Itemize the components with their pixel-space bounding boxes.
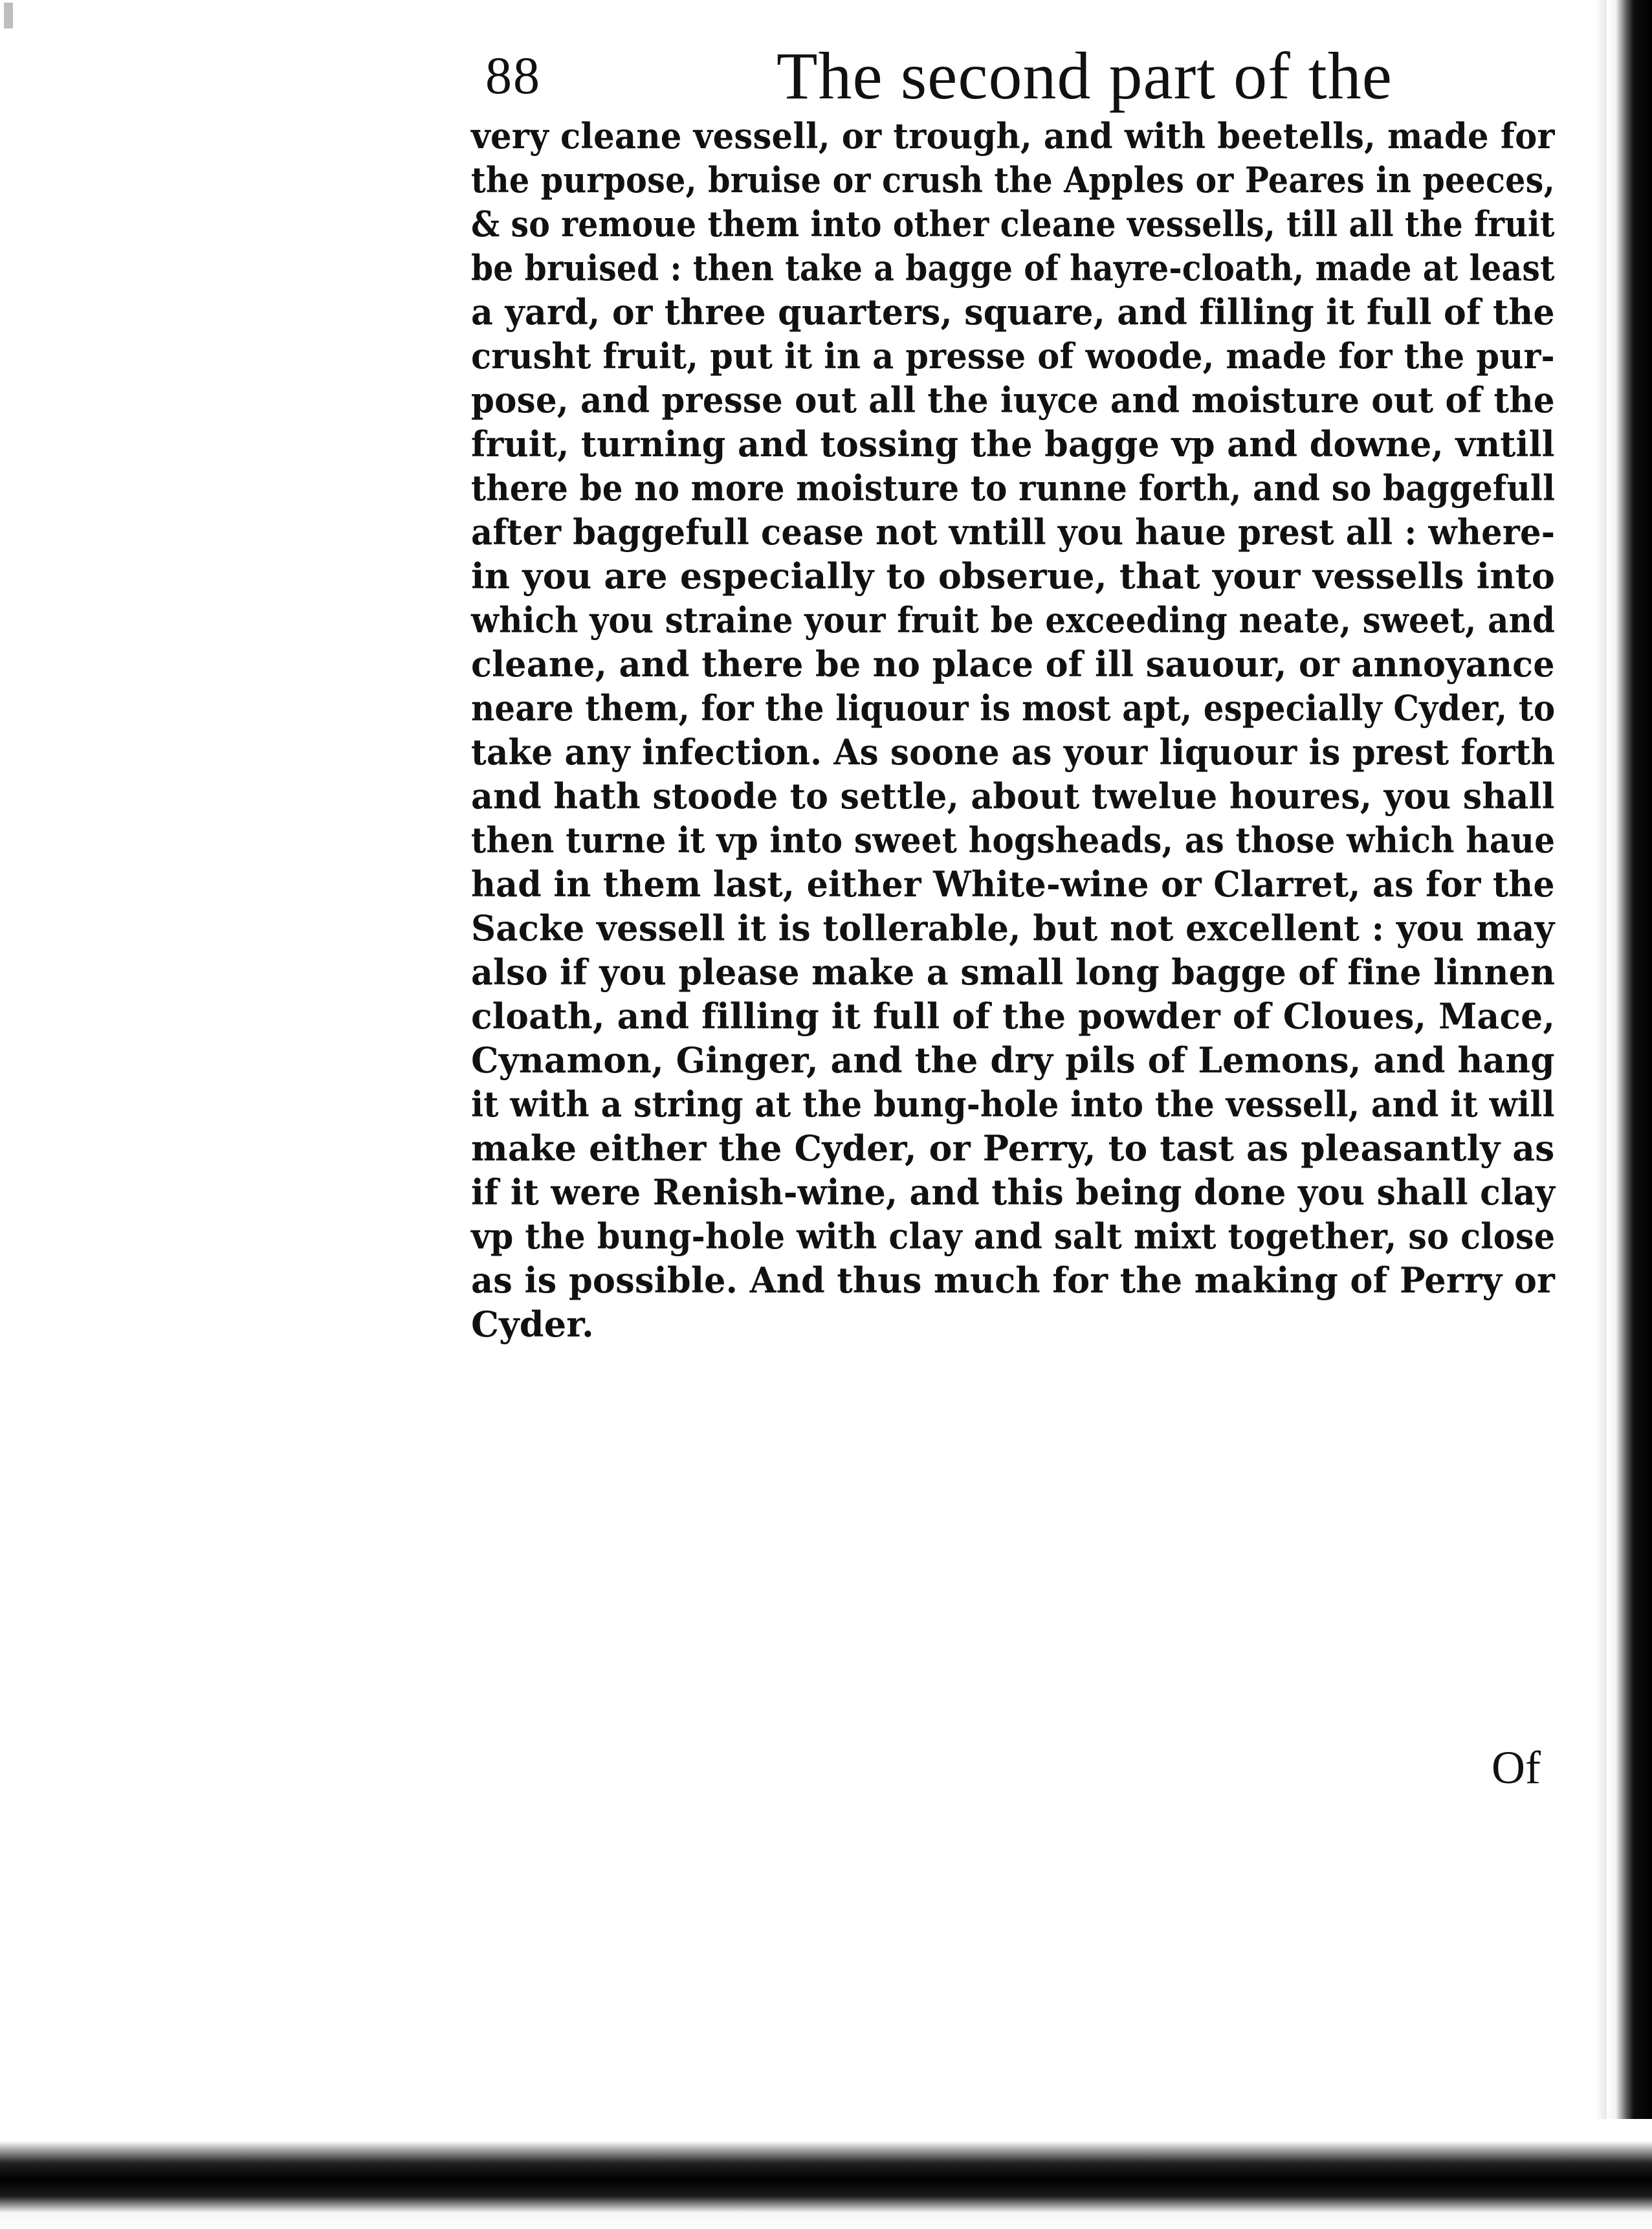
text-line: fruit, turning and tossing the bagge vp and downe, vntill <box>471 423 1555 465</box>
text-line: take any infection. As soone as your liquour is prest forth <box>471 731 1556 773</box>
binding-shadow <box>1595 0 1607 2229</box>
text-line: there be no more moisture to runne forth, and so baggefull <box>471 467 1556 509</box>
text-line: be bruised : then take a bagge of hayre-cloath, made at least <box>471 247 1555 289</box>
text-line: which you straine your fruit be exceeding neate, sweet, and <box>471 599 1556 641</box>
binding-edge <box>1607 0 1652 2229</box>
body-text <box>471 114 1555 1346</box>
text-line: it with a string at the bung-hole into the vessell, and it will <box>471 1083 1555 1125</box>
text-line: crusht fruit, put it in a presse of woode, made for the pur- <box>471 335 1555 377</box>
text-line: Cynamon, Ginger, and the dry pils of Lemons, and hang <box>471 1039 1555 1081</box>
text-line: vp the bung-hole with clay and salt mixt together, so close <box>471 1215 1556 1257</box>
page-number: 88 <box>485 46 541 105</box>
text-line: Cyder. <box>471 1303 594 1345</box>
text-line: a yard, or three quarters, square, and filling it full of the <box>471 291 1555 333</box>
catchword: Of <box>1492 1742 1541 1793</box>
text-line: and hath stoode to settle, about twelue houres, you shall <box>471 775 1555 817</box>
text-line: the purpose, bruise or crush the Apples or Peares in peeces, <box>471 159 1555 201</box>
text-line: as is possible. And thus much for the making of Perry or <box>471 1259 1556 1301</box>
text-line: cloath, and filling it full of the powder of Cloues, Mace, <box>471 995 1556 1037</box>
page-bottom-edge <box>0 2119 1652 2229</box>
text-line: also if you please make a small long bagge of fine linnen <box>471 951 1556 993</box>
text-line: make either the Cyder, or Perry, to tast as pleasantly as <box>471 1127 1555 1169</box>
text-line: had in them last, either White-wine or Clarret, as for the <box>471 863 1555 905</box>
text-line: in you are especially to obserue, that your vessells into <box>471 555 1556 597</box>
text-line: pose, and presse out all the iuyce and moisture out of the <box>471 379 1555 421</box>
scan-speck <box>4 3 13 28</box>
text-line: neare them, for the liquour is most apt, especially Cyder, to <box>471 687 1556 729</box>
text-line: & so remoue them into other cleane vessells, till all the fruit <box>471 203 1555 245</box>
text-line: cleane, and there be no place of ill sauour, or annoyance <box>471 643 1555 685</box>
page-header <box>479 26 1393 123</box>
text-line: then turne it vp into sweet hogsheads, as those which haue <box>471 819 1556 861</box>
text-line: if it were Renish-wine, and this being done you shall clay <box>471 1171 1556 1213</box>
text-line: Sacke vessell it is tollerable, but not excellent : you may <box>471 907 1555 949</box>
text-line: very cleane vessell, or trough, and with beetells, made for <box>471 115 1555 157</box>
running-head: The second part of the <box>776 39 1393 113</box>
text-line: after baggefull cease not vntill you haue prest all : where- <box>471 511 1556 553</box>
